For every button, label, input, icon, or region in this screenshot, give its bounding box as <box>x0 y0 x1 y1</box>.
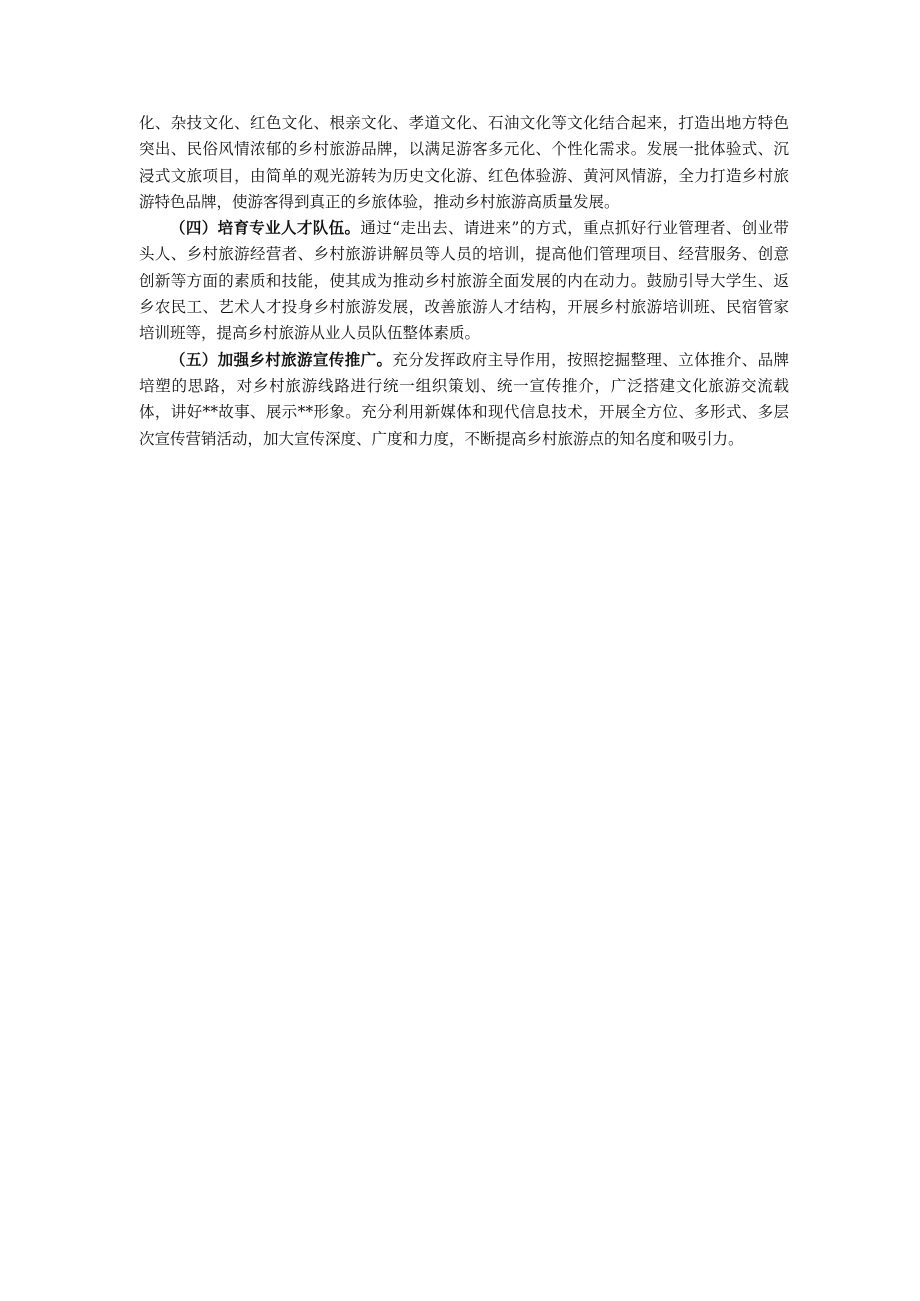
section-heading-promotion: （五）加强乡村旅游宣传推广。 <box>170 350 393 369</box>
paragraph-text: 通过“走出去、请进来”的方式，重点抓好行业管理者、创业带头人、乡村旅游经营者、乡村旅游讲解员等人员的培训，提高他们管理项目、经营服务、创意创新等方面的素质和技能，使其成为推动乡村旅游全面发展的内在动力。鼓励引导大学生、返乡农民工、艺术人才投身乡村旅游发展，改善旅游人才结构，开展乡村旅游培训班、民宿管家培训班等，提高乡村旅游从业人员队伍整体素质。 <box>139 219 789 343</box>
paragraph-continuation <box>139 110 789 215</box>
paragraph-talent-team <box>139 215 789 346</box>
section-heading-talent: （四）培育专业人才队伍。 <box>170 219 361 238</box>
paragraph-text: 充分发挥政府主导作用，按照挖掘整理、立体推介、品牌培塑的思路，对乡村旅游线路进行统一组织策划、统一宣传推介，广泛搭建文化旅游交流载体，讲好**故事、展示**形象。充分利用新媒体和现代信息技术，开展全方位、多形式、多层次宣传营销活动，加大宣传深度、广度和力度，不断提高乡村旅游点的知名度和吸引力。 <box>139 350 789 448</box>
paragraph-promotion <box>139 347 789 452</box>
document-body <box>139 110 789 452</box>
paragraph-text: 化、杂技文化、红色文化、根亲文化、孝道文化、石油文化等文化结合起来，打造出地方特色突出、民俗风情浓郁的乡村旅游品牌，以满足游客多元化、个性化需求。发展一批体验式、沉浸式文旅项目，由简单的观光游转为历史文化游、红色体验游、黄河风情游，全力打造乡村旅游特色品牌，使游客得到真正的乡旅体验，推动乡村旅游高质量发展。 <box>139 114 789 211</box>
